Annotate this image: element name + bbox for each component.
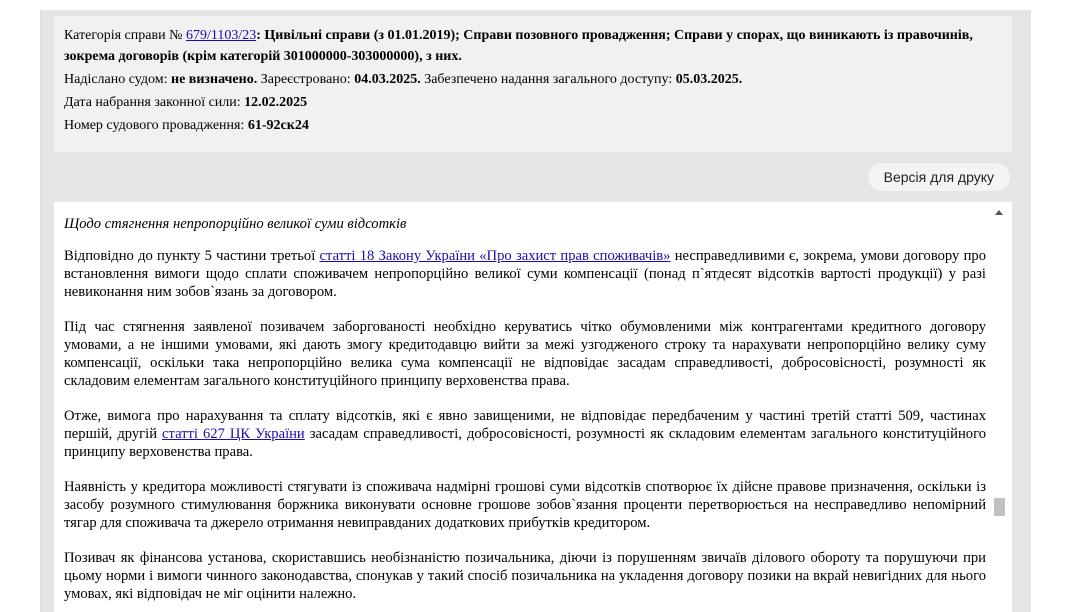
p3-text-before: Отже, вимога про нарахування та сплату відсотків, які є явно завищеними, не відповідає передбаченим у частині третій статті 509, частинах першій, другій (64, 408, 986, 442)
effective-date-line (64, 92, 1002, 113)
paragraph-5: Позивач як фінансова установа, скориставшись необізнаністю позичальника, діючи із порушенням звичаїв ділового обороту та порушуючи при цьому норми і вимоги чинного законодавства, спонукав у такий спосіб позичальника на укладення договору позики на вкрай невигідних для нього умовах, які відповідач не міг оцінити належно. (64, 550, 986, 602)
civil-code-link[interactable]: статті 627 ЦК України (162, 426, 305, 442)
scrollbar-thumb[interactable] (994, 498, 1005, 516)
category-text: : Цивільні справи (з 01.01.2019); Справи позовного провадження; Справи у спорах, що виникають із правочинів, зокрема договорів (крім категорій 301000000-303000000), з них. (64, 28, 973, 64)
access-label: Забезпечено надання загального доступу: (424, 72, 673, 87)
proceeding-label: Номер судового провадження: (64, 118, 245, 133)
document-subtitle: Щодо стягнення непропорційно великої суми відсотків (64, 216, 407, 232)
paragraph-1 (64, 247, 986, 301)
scroll-up-arrow-icon[interactable] (995, 210, 1003, 215)
case-dates-line (64, 69, 1002, 90)
registered-label: Зареєстровано: (260, 72, 351, 87)
print-version-button[interactable]: Версія для друку (868, 163, 1010, 191)
paragraph-4: Наявність у кредитора можливості стягувати із споживача надмірні грошові суми відсотків спотворює їх дійсне правове призначення, оскільки із засобу розумного стимулювання боржника виконувати основне грошове зобов`язання проценти перетворюється на несправедливо непомірний тягар для споживача та джерело отримання невиправданих додаткових прибутків кредитором. (64, 479, 986, 531)
vertical-scrollbar[interactable] (992, 202, 1008, 612)
registered-value: 04.03.2025. (354, 72, 421, 87)
p1-text-after: несправедливими є, зокрема, умови договору про встановлення вимоги щодо сплати споживачем непропорційно великої суми компенсації (понад п`ятдесят відсотків вартості продукції) у разі невиконання ним зобов`язань за договором. (64, 248, 986, 300)
case-category-line (64, 25, 1002, 67)
paragraph-3 (64, 407, 986, 461)
access-value: 05.03.2025. (675, 72, 743, 87)
category-label: Категорія справи № (64, 28, 183, 43)
paragraph-2: Під час стягнення заявленої позивачем заборгованості необхідно керуватись чітко обумовленими між контрагентами кредитного договору умовами, а не іншими умовами, які дають змогу кредитодавцю вийти за межі узгодженого строку та нарахувати непропорційно велику суму компенсації, оскільки така непропорційно велика сума компенсації не відповідає засадам справедливості, добросовісності, розумності як складовим елементам загального конституційного принципу верховенства права. (64, 319, 986, 389)
p3-text-after: засадам справедливості, добросовісності, розумності як складовим елементам загального конституційного принципу верховенства права. (64, 426, 987, 460)
document-viewer[interactable] (54, 202, 1012, 612)
sent-label: Надіслано судом: (64, 72, 168, 87)
sent-value: не визначено. (171, 72, 258, 87)
p1-text-before: Відповідно до пункту 5 частини третьої (64, 248, 320, 264)
consumer-protection-law-link[interactable]: статті 18 Закону України «Про захист прав споживачів» (319, 248, 671, 264)
effective-value: 12.02.2025 (244, 95, 308, 110)
case-info-panel (54, 16, 1012, 152)
effective-label: Дата набрання законної сили: (64, 95, 241, 110)
proceeding-value: 61-92ск24 (247, 118, 309, 133)
case-number-link[interactable]: 679/1103/23 (185, 28, 257, 43)
proceeding-number-line (64, 115, 1002, 136)
print-toolbar (54, 158, 1012, 198)
document-text (64, 202, 986, 603)
